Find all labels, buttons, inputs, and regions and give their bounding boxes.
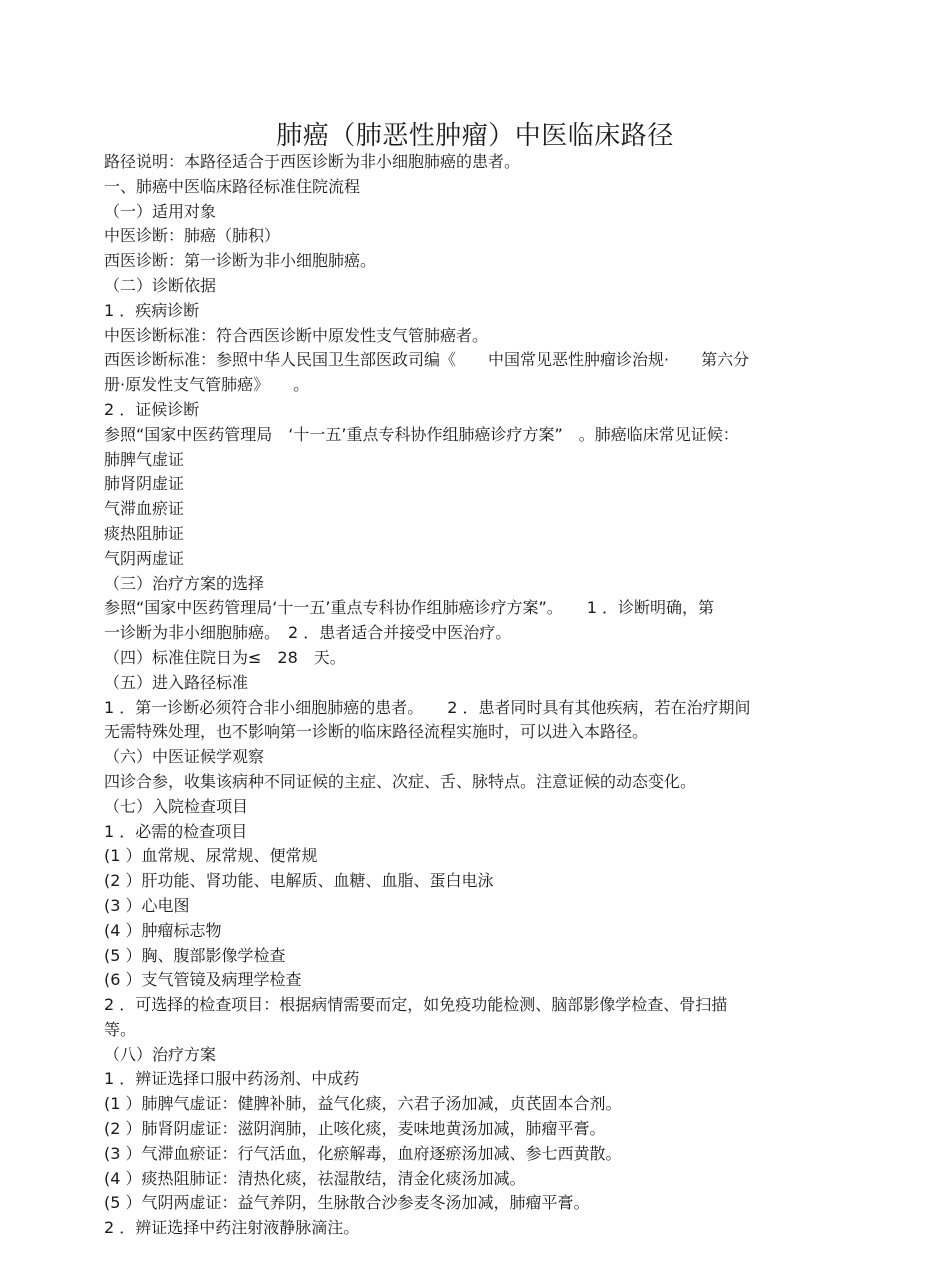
text-line: 中医诊断标准：符合西医诊断中原发性支气管肺癌者。	[104, 325, 489, 345]
text-line: 西医诊断：第一诊断为非小细胞肺癌。	[104, 251, 377, 271]
text-line: 四诊合参，收集该病种不同证候的主症、次症、舌、脉特点。注意证候的动态变化。	[104, 771, 697, 791]
text-line: 路径说明：本路径适合于西医诊断为非小细胞肺癌的患者。	[104, 152, 521, 171]
list-item: (4 ）肿瘤标志物	[104, 920, 222, 940]
list-item: (3 ）心电图	[104, 895, 190, 915]
subsection-heading: （三）治疗方案的选择	[104, 573, 265, 593]
numbered-item: 2 ．辨证选择中药注射液静脉滴注。	[104, 1218, 360, 1238]
list-item: (5 ）气阴两虚证：益气养阴，生脉散合沙参麦冬汤加减，肺瘤平膏。	[104, 1193, 590, 1213]
list-item: (1 ）血常规、尿常规、便常规	[104, 846, 318, 866]
text-line: 1 ．第一诊断必须符合非小细胞肺癌的患者。 2 ．患者同时具有其他疾病，若在治疗期间	[104, 697, 751, 717]
document-body	[104, 150, 844, 1241]
subsection-heading: （七）入院检查项目	[104, 796, 249, 816]
syndrome-item: 气阴两虚证	[104, 548, 185, 568]
subsection-heading: （一）适用对象	[104, 201, 217, 221]
text-line: 中医诊断：肺癌（肺积）	[104, 226, 281, 246]
text-line: 参照“国家中医药管理局 ‘十一五’重点专科协作组肺癌诊疗方案” 。肺癌临床常见证候：	[104, 424, 739, 444]
numbered-item: 1 ．疾病诊断	[104, 300, 200, 320]
subsection-heading: （八）治疗方案	[104, 1044, 217, 1064]
numbered-item: 2 ．可选择的检查项目：根据病情需要而定，如免疫功能检测、脑部影像学检查、骨扫描	[104, 995, 728, 1015]
text-line: 册·原发性支气管肺癌》 。	[104, 375, 310, 395]
syndrome-item: 肺肾阴虚证	[104, 474, 185, 494]
numbered-item: 1 ．辨证选择口服中药汤剂、中成药	[104, 1069, 360, 1089]
list-item: (4 ）痰热阻肺证：清热化痰，祛湿散结，清金化痰汤加减。	[104, 1168, 526, 1188]
list-item: (5 ）胸、腹部影像学检查	[104, 945, 286, 965]
subsection-heading: （五）进入路径标准	[104, 672, 249, 692]
text-line: 无需特殊处理，也不影响第一诊断的临床路径流程实施时，可以进入本路径。	[104, 722, 649, 742]
list-item: (3 ）气滞血瘀证：行气活血，化瘀解毒，血府逐瘀汤加减、参七西黄散。	[104, 1143, 622, 1163]
subsection-heading: （四）标准住院日为≤ 28 天。	[104, 647, 346, 667]
list-item: (2 ）肺肾阴虚证：滋阴润肺，止咳化痰，麦味地黄汤加减，肺瘤平膏。	[104, 1119, 606, 1139]
text-line: 一诊断为非小细胞肺癌。 2 ．患者适合并接受中医治疗。	[104, 623, 512, 643]
text-line: 参照“国家中医药管理局‘十一五’重点专科协作组肺癌诊疗方案”。 1 ．诊断明确，第	[104, 598, 715, 618]
subsection-heading: （二）诊断依据	[104, 275, 217, 295]
list-item: (6 ）支气管镜及病理学检查	[104, 970, 302, 990]
list-item: (2 ）肝功能、肾功能、电解质、血糖、血脂、蛋白电泳	[104, 871, 494, 891]
syndrome-item: 痰热阻肺证	[104, 523, 185, 543]
syndrome-item: 气滞血瘀证	[104, 499, 185, 519]
text-line: 等。	[104, 1019, 137, 1039]
list-item: (1 ）肺脾气虚证：健脾补肺，益气化痰，六君子汤加减，贞芪固本合剂。	[104, 1094, 622, 1114]
document-title: 肺癌（肺恶性肿瘤）中医临床路径	[276, 121, 674, 151]
text-line: 西医诊断标准：参照中华人民国卫生部医政司编《 中国常见恶性肿瘤诊治规· 第六分	[104, 350, 750, 370]
subsection-heading: （六）中医证候学观察	[104, 747, 265, 767]
numbered-item: 2 ．证候诊断	[104, 399, 200, 419]
numbered-item: 1 ．必需的检查项目	[104, 821, 248, 841]
syndrome-item: 肺脾气虚证	[104, 449, 185, 469]
section-heading: 一、肺癌中医临床路径标准住院流程	[104, 176, 361, 196]
